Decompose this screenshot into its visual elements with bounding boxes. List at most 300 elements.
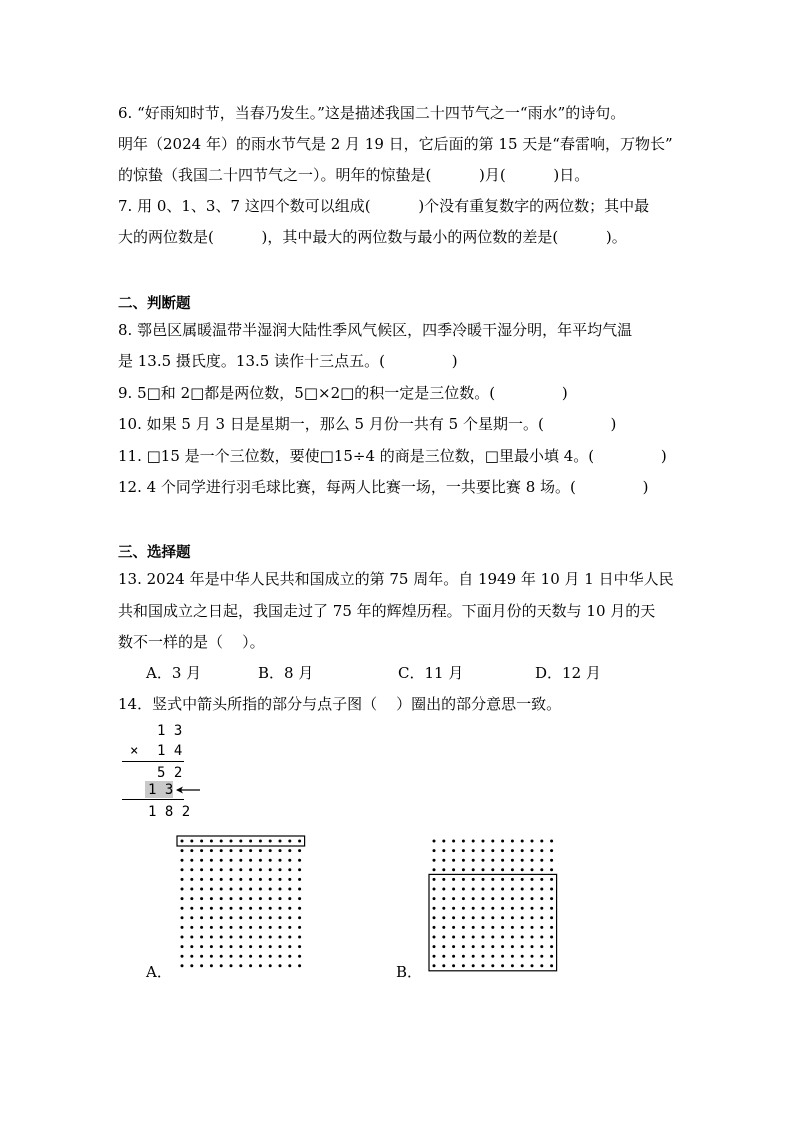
dot — [249, 964, 252, 967]
dot — [220, 897, 223, 900]
dot — [521, 840, 524, 843]
dot — [550, 897, 553, 900]
dot — [442, 926, 445, 929]
dot — [298, 878, 301, 881]
dot — [531, 926, 534, 929]
dot — [181, 926, 184, 929]
dot — [298, 888, 301, 891]
dot — [220, 859, 223, 862]
dot — [298, 945, 301, 948]
dot — [462, 888, 465, 891]
dot — [433, 888, 436, 891]
dot — [472, 916, 475, 919]
dot — [298, 897, 301, 900]
q10-text: 10. 如果 5 月 3 日是星期一，那么 5 月份一共有 5 个星期一。( ) — [118, 415, 617, 433]
dot — [288, 888, 291, 891]
dot — [210, 859, 213, 862]
dot — [442, 964, 445, 967]
dot — [442, 907, 445, 910]
dot — [442, 897, 445, 900]
dot — [298, 859, 301, 862]
dot — [531, 955, 534, 958]
dot — [181, 916, 184, 919]
dot — [288, 916, 291, 919]
dot — [259, 955, 262, 958]
dot — [531, 936, 534, 939]
dot — [491, 868, 494, 871]
dot — [249, 945, 252, 948]
dot — [210, 964, 213, 967]
dot — [521, 907, 524, 910]
dot — [433, 945, 436, 948]
dot — [230, 897, 233, 900]
dot — [210, 888, 213, 891]
dot — [442, 849, 445, 852]
dot — [482, 859, 485, 862]
dot — [210, 878, 213, 881]
dot — [433, 859, 436, 862]
dot — [230, 888, 233, 891]
dot — [190, 926, 193, 929]
dot — [181, 897, 184, 900]
dot — [452, 926, 455, 929]
dot — [501, 955, 504, 958]
dot — [181, 945, 184, 948]
dot — [210, 849, 213, 852]
dot — [442, 945, 445, 948]
dot-diagram-b — [424, 830, 564, 980]
dot — [540, 897, 543, 900]
dot — [442, 955, 445, 958]
dot — [452, 945, 455, 948]
dot — [298, 916, 301, 919]
dot — [181, 964, 184, 967]
dot — [491, 849, 494, 852]
q13-line2: 共和国成立之日起，我国走过了 75 年的辉煌历程。下面月份的天数与 10 月的天 — [118, 602, 656, 620]
dot — [288, 955, 291, 958]
q6-line3: 的惊蛰（我国二十四节气之一）。明年的惊蛰是( )月( )日。 — [118, 166, 590, 184]
dot — [452, 840, 455, 843]
arrow-left-icon — [174, 781, 202, 799]
dot — [501, 868, 504, 871]
dot — [190, 878, 193, 881]
dot — [298, 840, 301, 843]
q14-text: 14．竖式中箭头所指的部分与点子图（ ）圈出的部分意思一致。 — [118, 695, 562, 713]
dot — [230, 926, 233, 929]
q7-line2: 大的两位数是( )，其中最大的两位数与最小的两位数的差是( )。 — [118, 228, 627, 246]
dot — [540, 907, 543, 910]
dot — [181, 888, 184, 891]
dot — [230, 849, 233, 852]
dot — [462, 916, 465, 919]
dot — [550, 859, 553, 862]
dot-diagram-a — [172, 830, 312, 980]
dot — [200, 955, 203, 958]
dot — [482, 936, 485, 939]
dot — [181, 878, 184, 881]
dot — [200, 897, 203, 900]
dot — [279, 926, 282, 929]
dot — [472, 868, 475, 871]
dot — [200, 878, 203, 881]
dot — [269, 926, 272, 929]
section2-title: 二、判断题 — [118, 296, 191, 312]
q8-line2: 是 13.5 摄氏度。13.5 读作十三点五。( ) — [118, 352, 458, 370]
dot — [472, 888, 475, 891]
dot — [190, 859, 193, 862]
dot — [491, 907, 494, 910]
dot — [521, 955, 524, 958]
dot — [501, 936, 504, 939]
dot — [259, 859, 262, 862]
dot — [279, 955, 282, 958]
dot — [511, 907, 514, 910]
dot — [491, 936, 494, 939]
dot — [491, 916, 494, 919]
dot — [462, 926, 465, 929]
dot — [521, 964, 524, 967]
dot — [550, 936, 553, 939]
dot — [433, 868, 436, 871]
dot — [550, 849, 553, 852]
dot — [442, 936, 445, 939]
dot — [462, 840, 465, 843]
dot — [433, 878, 436, 881]
dot — [540, 840, 543, 843]
dot — [501, 840, 504, 843]
dot — [531, 945, 534, 948]
dot — [220, 916, 223, 919]
dot — [269, 945, 272, 948]
dot — [501, 945, 504, 948]
q14-option-a-label: A． — [146, 963, 172, 981]
dot — [550, 878, 553, 881]
dot — [452, 936, 455, 939]
dot — [472, 859, 475, 862]
dot — [249, 907, 252, 910]
dot — [279, 859, 282, 862]
dot — [269, 916, 272, 919]
dot — [501, 888, 504, 891]
dot — [200, 916, 203, 919]
dot — [298, 955, 301, 958]
dot — [181, 859, 184, 862]
dot — [540, 916, 543, 919]
q11-text: 11. □15 是一个三位数，要使□15÷4 的商是三位数，□里最小填 4。( ) — [118, 447, 667, 465]
dot — [482, 964, 485, 967]
dot — [230, 945, 233, 948]
dot — [433, 840, 436, 843]
dot — [452, 907, 455, 910]
dot — [249, 849, 252, 852]
dot — [452, 916, 455, 919]
dot — [220, 868, 223, 871]
dot — [501, 926, 504, 929]
dot — [230, 859, 233, 862]
dot — [298, 926, 301, 929]
dot — [511, 964, 514, 967]
dot — [220, 840, 223, 843]
dot — [279, 897, 282, 900]
dot — [269, 964, 272, 967]
dot — [249, 859, 252, 862]
dot — [462, 849, 465, 852]
dot — [550, 964, 553, 967]
dot — [210, 907, 213, 910]
dot — [521, 849, 524, 852]
dot — [482, 840, 485, 843]
dot — [190, 840, 193, 843]
dot — [433, 849, 436, 852]
dot — [482, 888, 485, 891]
dot — [298, 907, 301, 910]
dot — [482, 945, 485, 948]
dot — [288, 859, 291, 862]
dot — [521, 926, 524, 929]
dot — [279, 936, 282, 939]
q6-line2: 明年（2024 年）的雨水节气是 2 月 19 日，它后面的第 15 天是“春雷响，万物长” — [118, 135, 673, 153]
dot — [288, 945, 291, 948]
dot — [200, 840, 203, 843]
dot — [550, 907, 553, 910]
dot — [462, 878, 465, 881]
q14-option-b-label: B． — [396, 963, 423, 981]
dot — [181, 907, 184, 910]
dot — [190, 897, 193, 900]
dot — [239, 916, 242, 919]
dot — [288, 907, 291, 910]
dot — [210, 868, 213, 871]
dot — [472, 840, 475, 843]
dot — [491, 897, 494, 900]
dot — [521, 868, 524, 871]
dot — [181, 868, 184, 871]
dot — [531, 897, 534, 900]
dot — [259, 840, 262, 843]
dot — [462, 955, 465, 958]
dot — [279, 916, 282, 919]
q13-option-a: A．3 月 — [146, 664, 202, 682]
dot — [501, 907, 504, 910]
dot — [279, 945, 282, 948]
dot — [521, 897, 524, 900]
q13-option-c: C．11 月 — [398, 664, 464, 682]
dot — [190, 964, 193, 967]
dot — [200, 849, 203, 852]
dot — [491, 888, 494, 891]
dot — [521, 888, 524, 891]
dot — [550, 926, 553, 929]
dot — [269, 936, 272, 939]
dot — [269, 868, 272, 871]
dot — [550, 955, 553, 958]
q13-option-d: D．12 月 — [535, 664, 601, 682]
dot — [511, 888, 514, 891]
dot — [511, 868, 514, 871]
dot — [288, 868, 291, 871]
dot — [269, 840, 272, 843]
dot — [200, 936, 203, 939]
dot — [181, 936, 184, 939]
dot — [220, 926, 223, 929]
q13-line1: 13. 2024 年是中华人民共和国成立的第 75 周年。自 1949 年 10 月 1 日中华人民 — [118, 570, 674, 588]
dot — [531, 868, 534, 871]
dot — [472, 945, 475, 948]
dot — [462, 859, 465, 862]
dot — [210, 916, 213, 919]
dot — [259, 936, 262, 939]
q9-text: 9. 5□和 2□都是两位数，5□×2□的积一定是三位数。( ) — [118, 384, 568, 402]
dot — [249, 868, 252, 871]
dot — [220, 955, 223, 958]
dot — [239, 849, 242, 852]
dot — [511, 955, 514, 958]
dot — [462, 907, 465, 910]
dot — [501, 916, 504, 919]
dot — [462, 897, 465, 900]
dot — [482, 926, 485, 929]
dot — [210, 936, 213, 939]
dot — [442, 868, 445, 871]
dot — [190, 868, 193, 871]
dot — [200, 907, 203, 910]
dot — [200, 888, 203, 891]
dot — [220, 878, 223, 881]
dot — [452, 878, 455, 881]
q13-line3: 数不一样的是（ ）。 — [118, 633, 265, 651]
dot — [511, 936, 514, 939]
dot — [269, 859, 272, 862]
dot — [501, 878, 504, 881]
q6-line1: 6. “好雨知时节，当春乃发生。”这是描述我国二十四节气之一“雨水”的诗句。 — [118, 104, 626, 122]
dot — [442, 840, 445, 843]
dot — [210, 945, 213, 948]
dot — [210, 955, 213, 958]
dot — [462, 945, 465, 948]
dot — [200, 868, 203, 871]
dot — [540, 936, 543, 939]
dot — [230, 907, 233, 910]
dot — [269, 849, 272, 852]
dot — [190, 849, 193, 852]
dot — [482, 878, 485, 881]
q8-line1: 8. 鄠邑区属暖温带半湿润大陆性季风气候区，四季冷暖干湿分明，年平均气温 — [118, 321, 633, 339]
dot — [269, 878, 272, 881]
dot — [531, 859, 534, 862]
dot — [531, 849, 534, 852]
dot — [452, 955, 455, 958]
dot — [540, 964, 543, 967]
dot — [511, 849, 514, 852]
dot — [269, 907, 272, 910]
dot — [491, 859, 494, 862]
dot — [269, 897, 272, 900]
calc-row-multiplier: 1 4 — [157, 743, 183, 759]
dot — [511, 926, 514, 929]
dot — [433, 916, 436, 919]
dot — [288, 878, 291, 881]
dot — [288, 936, 291, 939]
dot — [472, 964, 475, 967]
dot — [491, 840, 494, 843]
dot — [249, 936, 252, 939]
dot — [472, 897, 475, 900]
dot — [433, 897, 436, 900]
dot — [540, 859, 543, 862]
dot — [190, 888, 193, 891]
dot — [239, 859, 242, 862]
dot — [181, 849, 184, 852]
dot — [288, 926, 291, 929]
dot — [472, 936, 475, 939]
dot — [433, 907, 436, 910]
calc-row-multiplicand: 1 3 — [157, 723, 183, 739]
dot — [220, 907, 223, 910]
dot — [511, 916, 514, 919]
dot — [452, 859, 455, 862]
dot — [249, 878, 252, 881]
dot — [210, 840, 213, 843]
dot — [200, 964, 203, 967]
calc-row-partial-1: 5 2 — [157, 765, 183, 781]
dot — [190, 907, 193, 910]
dot — [259, 907, 262, 910]
dot — [550, 840, 553, 843]
dot — [511, 897, 514, 900]
dot — [269, 955, 272, 958]
dot — [540, 878, 543, 881]
dot — [452, 964, 455, 967]
dot — [259, 888, 262, 891]
dot — [259, 849, 262, 852]
dot — [190, 945, 193, 948]
dot — [550, 945, 553, 948]
dot — [531, 840, 534, 843]
dot — [288, 964, 291, 967]
dot — [259, 964, 262, 967]
dot — [279, 868, 282, 871]
dot — [521, 878, 524, 881]
dot — [259, 878, 262, 881]
dot — [531, 907, 534, 910]
dot — [452, 868, 455, 871]
dot — [259, 916, 262, 919]
dot — [249, 840, 252, 843]
dot — [298, 868, 301, 871]
dot — [462, 936, 465, 939]
dot — [462, 964, 465, 967]
dot — [249, 955, 252, 958]
dot — [472, 926, 475, 929]
dot — [433, 964, 436, 967]
dot — [482, 868, 485, 871]
dot — [210, 897, 213, 900]
dot — [433, 936, 436, 939]
dot — [181, 840, 184, 843]
dot — [249, 897, 252, 900]
dot — [491, 955, 494, 958]
dot — [269, 888, 272, 891]
dot — [442, 888, 445, 891]
dot — [540, 868, 543, 871]
dot — [249, 888, 252, 891]
dot — [540, 888, 543, 891]
dot — [298, 964, 301, 967]
dot — [482, 916, 485, 919]
dot — [491, 926, 494, 929]
dot — [220, 888, 223, 891]
dot — [521, 859, 524, 862]
